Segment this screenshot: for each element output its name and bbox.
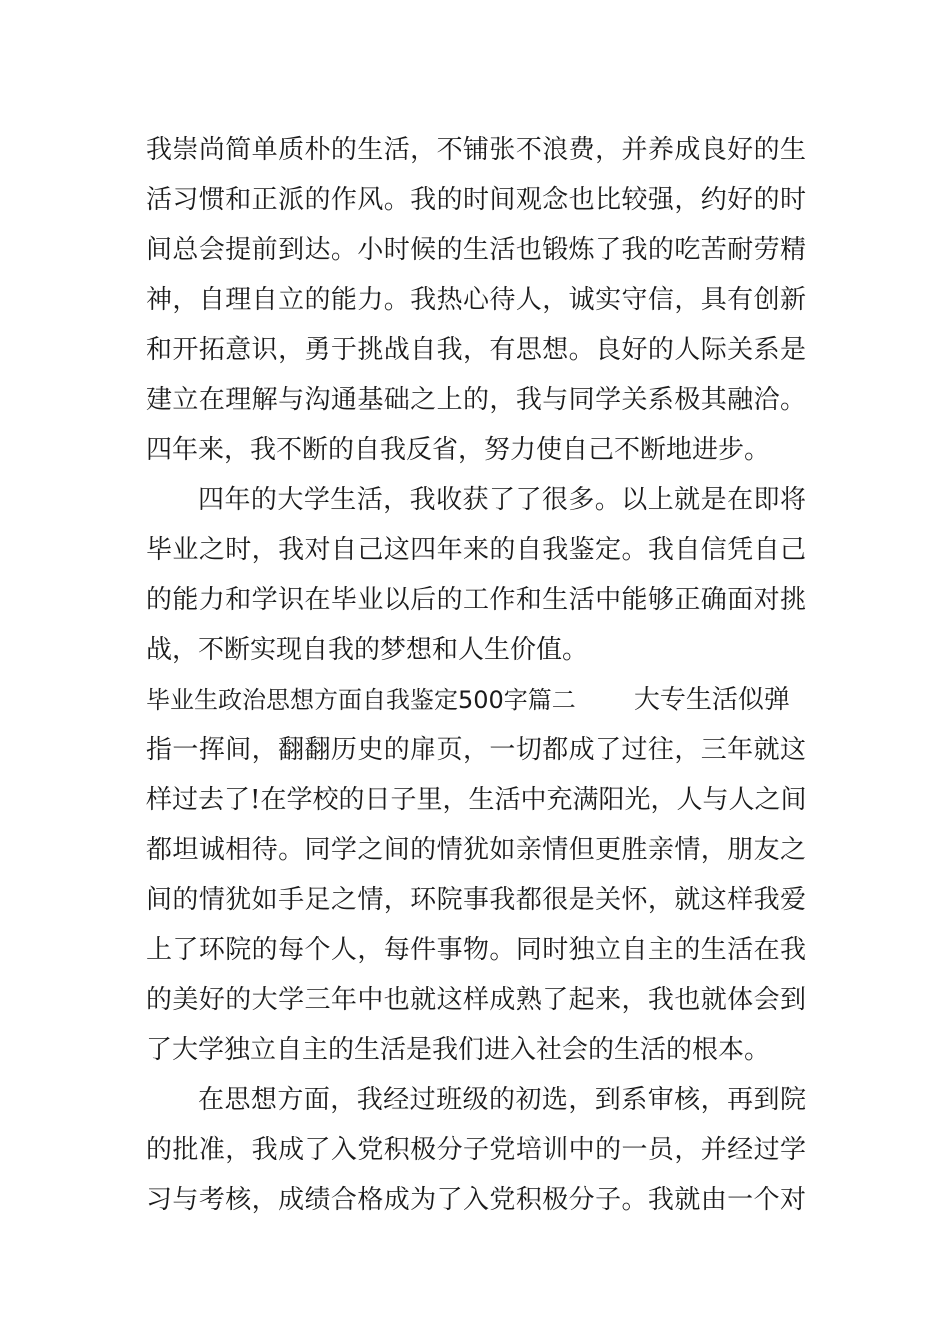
heading-continuation: 大专生活似弹 — [633, 685, 790, 715]
text-line: 四年来，我不断的自我反省，努力使自己不断地进步。 — [146, 435, 771, 465]
text-line: 的能力和学识在毕业以后的工作和生活中能够正确面对挑 — [146, 585, 806, 615]
text-line: 上了环院的每个人，每件事物。同时独立自主的生活在我 — [146, 935, 806, 965]
text-line: 了大学独立自主的生活是我们进入社会的生活的根本。 — [146, 1035, 771, 1065]
document-body — [146, 125, 806, 1225]
text-line: 指一挥间，翻翻历史的扉页，一切都成了过往，三年就这 — [146, 735, 806, 765]
text-line: 和开拓意识，勇于挑战自我，有思想。良好的人际关系是 — [146, 335, 806, 365]
text-line: 战，不断实现自我的梦想和人生价值。 — [146, 635, 589, 665]
text-line: 间总会提前到达。小时候的生活也锻炼了我的吃苦耐劳精 — [146, 235, 806, 265]
section-heading: 毕业生政治思想方面自我鉴定500字篇二 — [146, 686, 576, 714]
text-line: 间的情犹如手足之情，环院事我都很是关怀，就这样我爱 — [146, 885, 806, 915]
text-line: 的美好的大学三年中也就这样成熟了起来，我也就体会到 — [146, 985, 806, 1015]
section-heading-line — [146, 675, 806, 725]
text-line: 四年的大学生活，我收获了了很多。以上就是在即将 — [198, 485, 806, 515]
text-line: 我崇尚简单质朴的生活，不铺张不浪费，并养成良好的生 — [146, 135, 806, 165]
text-line: 神，自理自立的能力。我热心待人，诚实守信，具有创新 — [146, 285, 806, 315]
text-line: 样过去了!在学校的日子里，生活中充满阳光，人与人之间 — [146, 785, 806, 815]
text-line: 毕业之时，我对自己这四年来的自我鉴定。我自信凭自己 — [146, 535, 806, 565]
text-line: 的批准，我成了入党积极分子党培训中的一员，并经过学 — [146, 1135, 806, 1165]
text-line: 建立在理解与沟通基础之上的，我与同学关系极其融洽。 — [146, 385, 806, 415]
text-line: 活习惯和正派的作风。我的时间观念也比较强，约好的时 — [146, 185, 806, 215]
text-line: 都坦诚相待。同学之间的情犹如亲情但更胜亲情，朋友之 — [146, 835, 806, 865]
text-line: 在思想方面，我经过班级的初选，到系审核，再到院 — [198, 1085, 806, 1115]
text-line: 习与考核，成绩合格成为了入党积极分子。我就由一个对 — [146, 1185, 806, 1215]
